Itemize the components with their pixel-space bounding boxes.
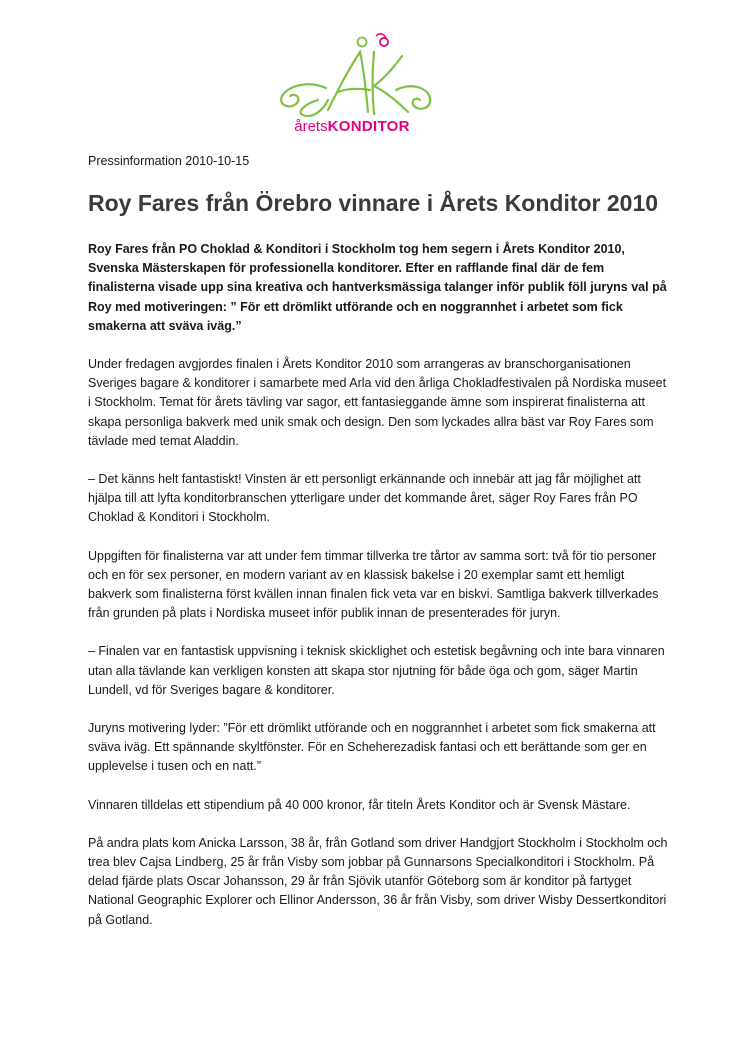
logo-word-konditor: KONDITOR bbox=[327, 118, 410, 135]
headline: Roy Fares från Örebro vinnare i Årets Konditor 2010 bbox=[88, 190, 659, 216]
body-paragraph: Vinnaren tilldelas ett stipendium på 40 000 kronor, får titeln Årets Konditor och är Svensk Mästare. bbox=[88, 797, 631, 812]
body-paragraph: På andra plats kom Anicka Larsson, 38 år, från Gotland som driver Handgjort Stockholm i Stockholm och trea blev Cajsa Lindberg, 25 år från Visby som jobbar på Gunnarsons Specialkonditori i Stockholm. På delad fjärde plats Oscar Johansson, 29 år från Sjövik utanför Göteborg som är konditor på fartyget National Geographic Explorer och Ellinor Andersson, 36 år från Visby, som driver Wisby Dessertkonditori på Gotland. bbox=[88, 835, 668, 927]
body-paragraph: Juryns motivering lyder: ”För ett drömlikt utförande och en noggrannhet i arbetet som fick smakerna att sväva iväg. Ett spännande skyltfönster. För en Scheherezadisk fantasi och ett berättande som ger en upplevelse i tusen och en natt.” bbox=[88, 721, 656, 774]
ak-monogram-graphic bbox=[268, 30, 436, 120]
logo-word-arets: årets bbox=[294, 118, 328, 135]
body-paragraph: Uppgiften för finalisterna var att under fem timmar tillverka tre tårtor av samma sort: två för tio personer och en för sex personer, en modern variant av en klassisk bakelse i 20 exemplar samt ett hemligt bakverk som finalisterna först kvällen innan finalen fick veta var en biskvi. Samtliga bakverk tillverkades från grunden på plats i Nordiska museet inför publik innan de presenterades för juryn. bbox=[88, 548, 659, 621]
dateline: Pressinformation 2010-10-15 bbox=[88, 154, 250, 168]
logo-wordmark bbox=[268, 118, 436, 136]
body-paragraph: – Det känns helt fantastiskt! Vinsten är ett personligt erkännande och innebär att jag får möjlighet att hjälpa till att lyfta konditorbranschen ytterligare under det kommande året, säger Roy Fares från PO Choklad & Konditori i Stockholm. bbox=[88, 472, 641, 525]
body-paragraph: Under fredagen avgjordes finalen i Årets Konditor 2010 som arrangeras av branschorganisationen Sveriges bagare & konditorer i samarbete med Arla vid den årliga Chokladfestivalen på Nordiska museet i Stockholm. Temat för årets tävling var sagor, ett fantasieggande ämne som inspirerat finalisterna att skapa personliga bakverk med unik smak och design. Den som lyckades allra bäst var Roy Fares som tävlade med temat Aladdin. bbox=[88, 357, 667, 448]
arets-konditor-logo bbox=[268, 30, 436, 140]
press-release bbox=[88, 152, 668, 949]
lead-paragraph: Roy Fares från PO Choklad & Konditori i Stockholm tog hem segern i Årets Konditor 2010, Svenska Mästerskapen för professionella konditorer. Efter en rafflande final där de fem finalisterna visade upp sina kreativa och hantverksmässiga talanger inför publik föll juryns val på Roy med motiveringen: ” För ett drömlikt utförande och en noggrannhet i arbetet som fick smakerna att sväva iväg.” bbox=[88, 242, 667, 333]
body-paragraph: – Finalen var en fantastisk uppvisning i teknisk skicklighet och estetisk begåvning och inte bara vinnaren utan alla tävlande kan verkligen konsten att skapa stor njutning för både öga och gom, säger Martin Lundell, vd för Sveriges bagare & konditorer. bbox=[88, 644, 665, 697]
